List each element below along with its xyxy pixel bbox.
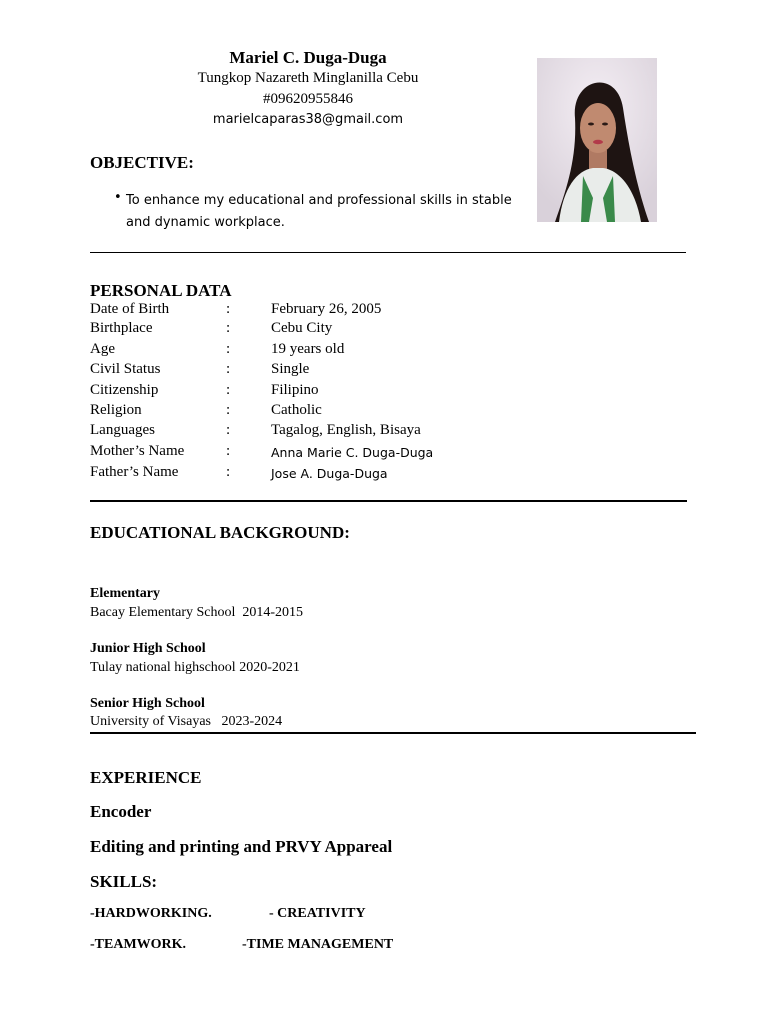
pd-label: Citizenship [90,382,159,398]
pd-colon: : [226,422,231,438]
education-school: Tulay national highschool 2020-2021 [90,660,300,675]
skill-item: - CREATIVITY [269,906,366,921]
applicant-name: Mariel C. Duga-Duga [229,48,387,67]
personal-data-row [90,361,590,381]
pd-value: Tagalog, English, Bisaya [271,422,421,438]
pd-colon: : [226,301,231,317]
personal-data-row [90,382,590,402]
experience-item: Editing and printing and PRVY Appareal [90,837,393,856]
education-level: Senior High School [90,696,205,711]
pd-value: Cebu City [271,320,333,336]
education-level: Junior High School [90,641,206,656]
education-school: Bacay Elementary School 2014-2015 [90,605,304,620]
objective-text: To enhance my educational and professional skills in stable and dynamic workplace. [126,193,512,230]
personal-data-row [90,422,590,442]
personal-data-row [90,443,590,463]
pd-value: 19 years old [271,341,345,357]
pd-colon: : [226,320,231,336]
education-heading: EDUCATIONAL BACKGROUND: [90,523,350,542]
skill-item: -HARDWORKING. [90,906,212,921]
experience-item: Encoder [90,802,152,821]
education-level: Elementary [90,586,160,601]
divider [90,500,687,502]
pd-value: Single [271,361,310,377]
experience-heading: EXPERIENCE [90,768,202,787]
skill-item: -TIME MANAGEMENT [242,937,394,952]
divider [90,732,696,734]
personal-data-row [90,341,590,361]
personal-data-row [90,301,590,321]
pd-value: February 26, 2005 [271,301,382,317]
applicant-email: marielcaparas38@gmail.com [212,112,404,127]
personal-data-row [90,320,590,340]
pd-colon: : [226,361,231,377]
pd-colon: : [226,464,231,480]
pd-label: Civil Status [90,361,161,377]
pd-label: Religion [90,402,142,418]
pd-colon: : [226,382,231,398]
skills-heading: SKILLS: [90,872,158,891]
pd-colon: : [226,341,231,357]
education-school: University of Visayas 2023-2024 [90,714,283,729]
pd-colon: : [226,402,231,418]
applicant-phone: #09620955846 [263,91,353,107]
personal-data-heading: PERSONAL DATA [90,281,232,300]
portrait-image [537,58,657,222]
pd-label: Age [90,341,115,357]
pd-value: Catholic [271,402,322,418]
applicant-address: Tungkop Nazareth Minglanilla Cebu [197,70,419,86]
pd-colon: : [226,443,231,459]
applicant-photo [537,58,657,222]
personal-data-row [90,402,590,422]
pd-value: Jose A. Duga-Duga [271,466,388,481]
divider [90,252,686,253]
bullet-icon: • [114,190,122,205]
personal-data-row [90,464,590,484]
pd-label: Date of Birth [90,301,170,317]
objective-heading: OBJECTIVE: [90,153,194,172]
pd-label: Languages [90,422,155,438]
pd-label: Mother’s Name [90,443,185,459]
pd-value: Filipino [271,382,319,398]
pd-value: Anna Marie C. Duga-Duga [271,445,434,460]
pd-label: Birthplace [90,320,153,336]
pd-label: Father’s Name [90,464,179,480]
skill-item: -TEAMWORK. [90,937,187,952]
